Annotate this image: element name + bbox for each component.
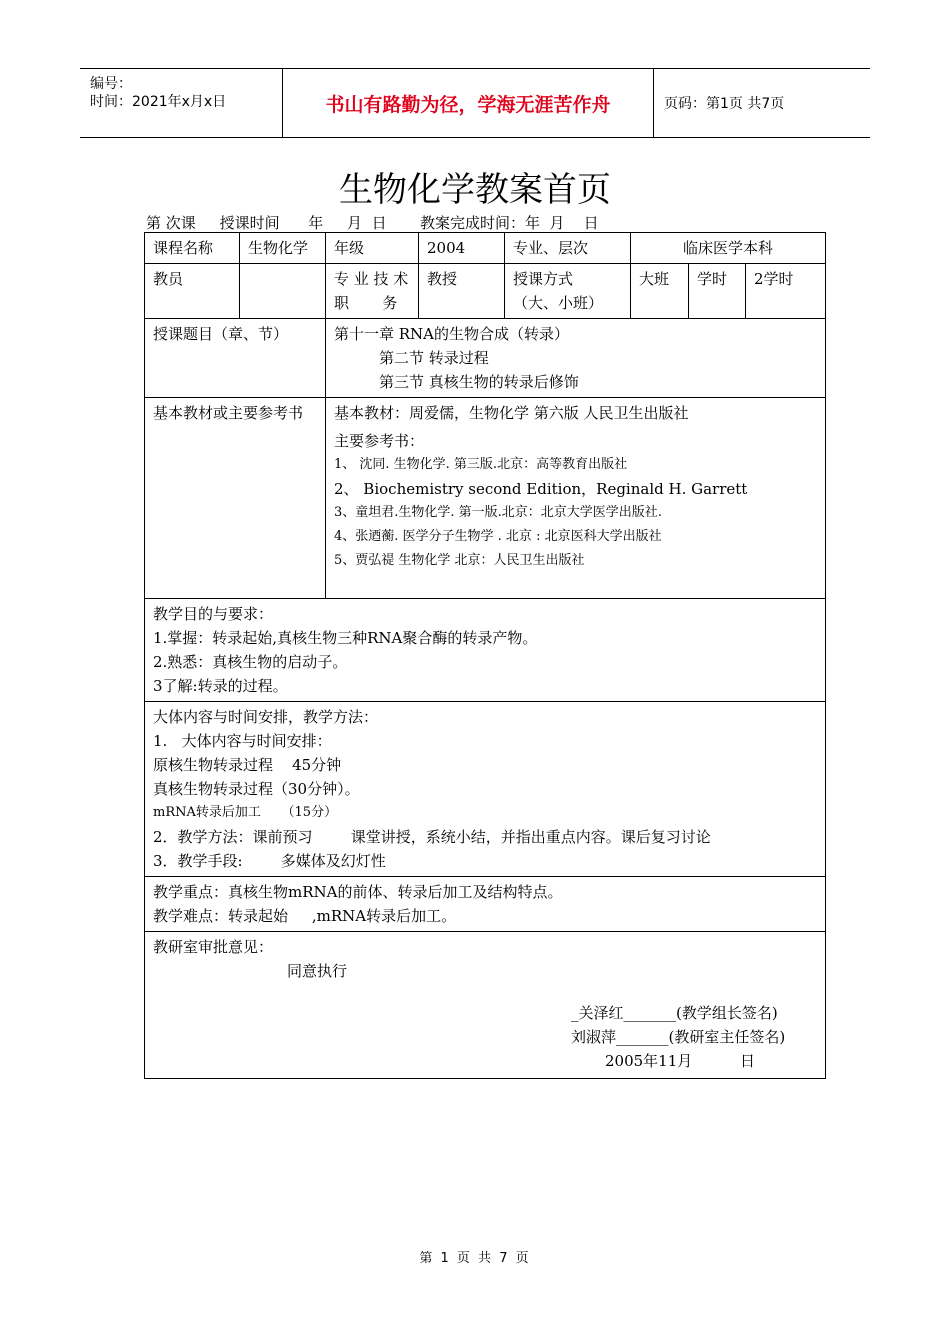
- page-header: [80, 68, 870, 138]
- lesson-info-line: 第 次课 授课时间 年 月 日 教案完成时间：年 月 日: [146, 214, 599, 232]
- books-value: [326, 398, 826, 599]
- approval-date: 2005年11月 日: [605, 1052, 755, 1070]
- goal-item: 2.熟悉：真核生物的启动子。: [153, 653, 348, 671]
- table-row: [145, 599, 826, 702]
- lesson-plan-table: [144, 232, 826, 1079]
- topic-value: [326, 319, 826, 398]
- signature-group-leader: _关泽红_______(教学组长签名): [571, 1004, 778, 1022]
- hours-label: 学时: [689, 264, 746, 319]
- content-title: 大体内容与时间安排，教学方法：: [153, 708, 379, 726]
- table-row: [145, 233, 826, 264]
- main-textbook: 基本教材：周爱儒，生物化学 第六版 人民卫生出版社: [334, 404, 689, 422]
- mode-value: 大班: [631, 264, 689, 319]
- table-row: [145, 319, 826, 398]
- mode-label: [505, 264, 631, 319]
- reference-item: 3、童坦君.生物化学. 第一版.北京：北京大学医学出版社.: [334, 505, 662, 520]
- signature-office-director: 刘淑萍_______(教研室主任签名): [571, 1028, 786, 1046]
- table-row: [145, 264, 826, 319]
- title-label: [326, 264, 419, 319]
- mode-label-line: （大、小班）: [513, 294, 604, 312]
- reference-item: 5、贾弘禔 生物化学 北京：人民卫生出版社: [334, 553, 585, 568]
- content-cell: [145, 702, 826, 877]
- topic-chapter: 第十一章 RNA的生物合成（转录）: [334, 325, 570, 343]
- content-item: 2．教学方法：课前预习 课堂讲授，系统小结，并指出重点内容。课后复习讨论: [153, 828, 711, 846]
- key-points-cell: [145, 877, 826, 932]
- title-value: 教授: [419, 264, 505, 319]
- teacher-value: [240, 264, 326, 319]
- table-row: [145, 398, 826, 599]
- mode-label-line: 授课方式: [513, 270, 574, 288]
- doc-number: 编号：: [90, 76, 132, 92]
- reference-item: 1、 沈同. 生物化学. 第三版.北京：高等教育出版社: [334, 457, 628, 472]
- doc-time: 时间：2021年x月x日: [90, 94, 227, 110]
- topic-label: 授课题目（章、节）: [145, 319, 326, 398]
- approval-title: 教研室审批意见：: [153, 938, 274, 956]
- content-item: 1. 大体内容与时间安排：: [153, 732, 332, 750]
- table-row: [145, 932, 826, 1079]
- content-item: 3．教学手段: 多媒体及幻灯性: [153, 852, 386, 870]
- content-item: 真核生物转录过程（30分钟）。: [153, 780, 360, 798]
- major-label: 专业、层次: [505, 233, 631, 264]
- grade-label: 年级: [326, 233, 419, 264]
- table-row: [145, 877, 826, 932]
- key-point: 教学重点：真核生物mRNA的前体、转录后加工及结构特点。: [153, 883, 563, 901]
- course-name-label: 课程名称: [145, 233, 240, 264]
- page-title: 生物化学教案首页: [339, 170, 611, 210]
- header-meta: [80, 69, 283, 137]
- major-value: 临床医学本科: [631, 233, 826, 264]
- course-name: 生物化学: [240, 233, 326, 264]
- reference-item: 2、 Biochemistry second Edition，Reginald H. Garrett: [334, 480, 748, 498]
- teacher-label: 教员: [145, 264, 240, 319]
- page-footer: 第 1 页 共 7 页: [419, 1251, 531, 1266]
- difficulty: 教学难点：转录起始 ,mRNA转录后加工。: [153, 907, 457, 925]
- topic-section: 第二节 转录过程: [379, 349, 489, 367]
- content-item: mRNA转录后加工 （15分）: [153, 805, 338, 820]
- reference-item: 4、张迺蘅. 医学分子生物学 . 北京 : 北京医科大学出版社: [334, 529, 662, 544]
- table-row: [145, 702, 826, 877]
- hours-value: 2学时: [746, 264, 826, 319]
- books-label: 基本教材或主要参考书: [145, 398, 326, 599]
- title-label-line: 职 务: [334, 294, 398, 312]
- approval-cell: [145, 932, 826, 1079]
- refs-label: 主要参考书：: [334, 432, 425, 450]
- goal-item: 1.掌握：转录起始,真核生物三种RNA聚合酶的转录产物。: [153, 629, 538, 647]
- approval-text: 同意执行: [287, 962, 348, 980]
- topic-section: 第三节 真核生物的转录后修饰: [379, 373, 579, 391]
- content-item: 原核生物转录过程 45分钟: [153, 756, 342, 774]
- goals-cell: [145, 599, 826, 702]
- title-label-line: 专 业 技 术: [334, 270, 409, 288]
- header-page: 页码：第1页 共7页: [664, 96, 785, 112]
- header-motto: 书山有路勤为径，学海无涯苦作舟: [283, 69, 654, 137]
- grade-value: 2004: [419, 233, 505, 264]
- goals-title: 教学目的与要求：: [153, 605, 274, 623]
- goal-item: 3了解:转录的过程。: [153, 677, 288, 695]
